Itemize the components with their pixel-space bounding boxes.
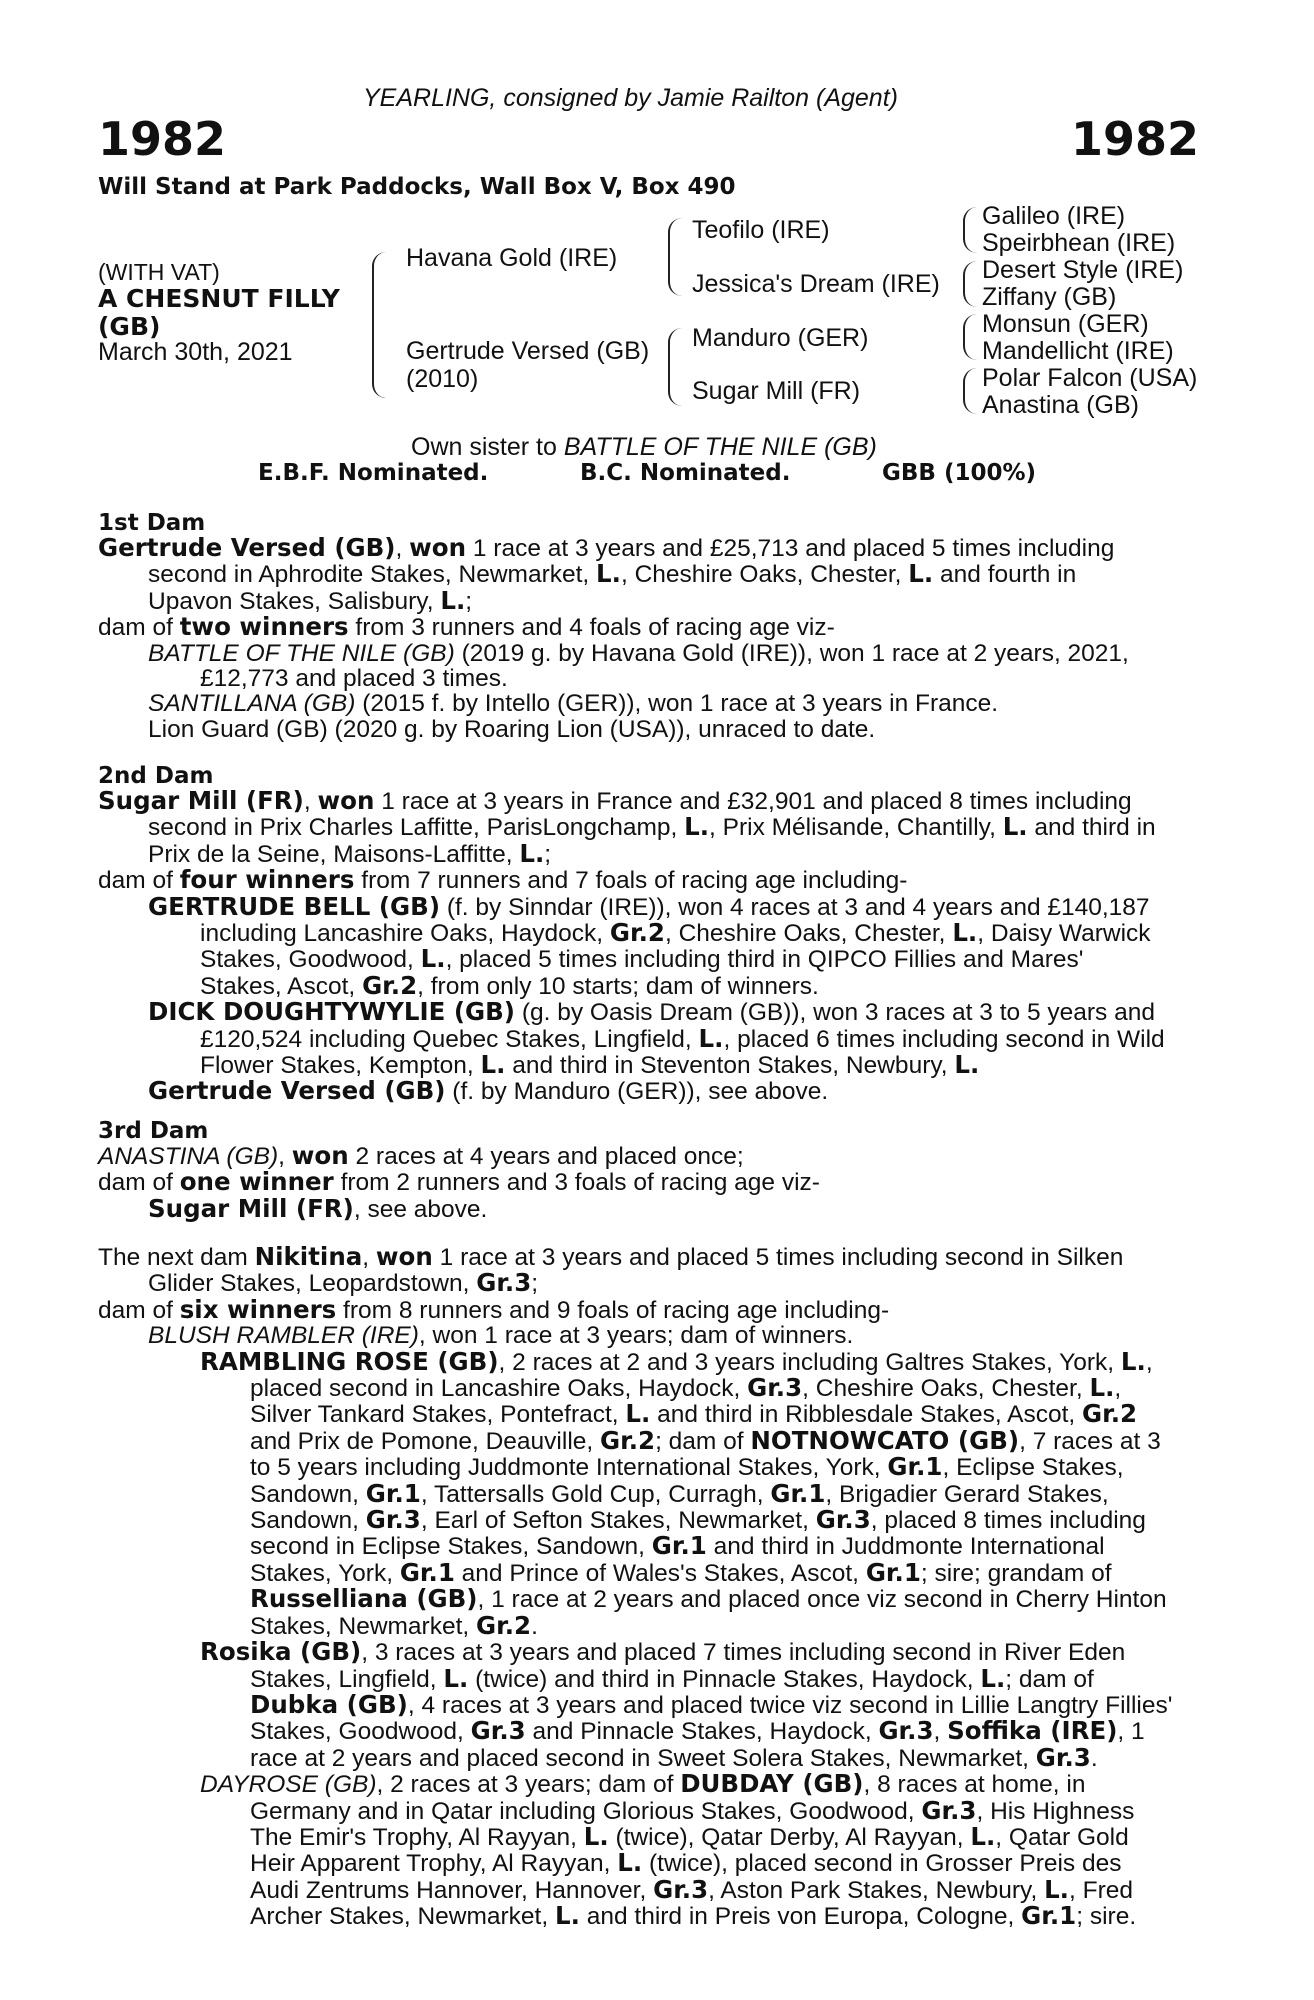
horse-name: A CHESNUT FILLY xyxy=(98,284,340,313)
text-run: (f. by Manduro (GER)), see above. xyxy=(445,1078,829,1106)
text-run: Soffika (IRE) xyxy=(947,1716,1118,1746)
text-run: DUBDAY (GB) xyxy=(680,1769,864,1799)
text-run: , Cheshire Oaks, Chester, xyxy=(802,1375,1090,1403)
text-run: ; sire. xyxy=(1076,1903,1137,1931)
text-run: SANTILLANA (GB) xyxy=(148,690,356,718)
next-dam-line xyxy=(98,1375,1206,1401)
second-dam-line xyxy=(98,838,1206,868)
text-run: L. xyxy=(596,559,621,589)
text-run: Sandown, xyxy=(250,1507,366,1535)
text-run: race at 2 years and placed second in Sweet Solera Stakes, Newmarket, xyxy=(250,1744,1036,1772)
text-run: , 1 race at 2 years and placed once viz second in Cherry Hinton xyxy=(477,1586,1167,1614)
text-run: DICK DOUGHTYWYLIE (GB) xyxy=(148,997,516,1027)
text-run: , 2 races at 2 and 3 years including Galtres Stakes, York, xyxy=(498,1348,1121,1376)
text-run: second in Eclipse Stakes, Sandown, xyxy=(250,1533,652,1561)
text-run: and third in Juddmonte International xyxy=(706,1533,1105,1561)
text-run: Gr.1 xyxy=(770,1478,826,1508)
text-run: L. xyxy=(554,1901,580,1931)
text-run: Sugar Mill (FR) xyxy=(148,1193,354,1223)
text-run: Gr.1 xyxy=(1021,1901,1077,1931)
text-run: , placed 5 times including third in QIPCO Fillies and Mares' xyxy=(445,946,1084,974)
next-dam-line xyxy=(98,1294,1206,1324)
text-run: Flower Stakes, Kempton, xyxy=(200,1052,481,1080)
text-run: Gr.1 xyxy=(865,1557,921,1587)
text-run: Dubka (GB) xyxy=(250,1689,408,1719)
vat-note: (WITH VAT) xyxy=(98,259,220,285)
text-run: L. xyxy=(443,1663,469,1693)
text-run: BATTLE OF THE NILE (GB) xyxy=(148,639,455,667)
text-run: ; xyxy=(531,1270,539,1298)
text-run: , 7 races at 3 xyxy=(1019,1427,1161,1455)
text-run: Gertrude Versed (GB) xyxy=(148,1076,446,1106)
ggp-8: Anastina (GB) xyxy=(982,391,1140,419)
next-dam-line xyxy=(98,1507,1206,1533)
ggp-brace-2 xyxy=(963,261,979,307)
text-run: dam of xyxy=(98,1296,180,1324)
text-run: one winner xyxy=(179,1167,334,1197)
text-run: L. xyxy=(698,1023,724,1053)
stand-location: Will Stand at Park Paddocks, Wall Box V, Box 490 xyxy=(98,174,736,200)
text-run: , Earl of Sefton Stakes, Newmarket, xyxy=(420,1507,816,1535)
second-dam-line xyxy=(98,1078,1206,1104)
first-dam-heading: 1st Dam xyxy=(98,510,206,536)
text-run: Gr.3 xyxy=(653,1874,709,1904)
text-run: and Pinnacle Stakes, Haydock, xyxy=(525,1718,879,1746)
text-run: ; dam of xyxy=(655,1427,751,1455)
text-run: Gertrude Versed (GB) xyxy=(98,533,396,562)
ggp-brace-4 xyxy=(963,368,979,414)
text-run: L. xyxy=(1002,812,1028,842)
text-run: Nikitina xyxy=(254,1242,363,1271)
text-run: Silver Tankard Stakes, Pontefract, xyxy=(250,1401,626,1429)
text-run: , Cheshire Oaks, Chester, xyxy=(620,561,909,589)
dam-sire: Manduro (GER) xyxy=(692,324,869,352)
next-dam-line xyxy=(98,1401,1206,1427)
text-run: Gr.2 xyxy=(600,1425,656,1455)
second-dam-heading: 2nd Dam xyxy=(98,763,214,789)
first-dam-line xyxy=(98,691,1206,716)
next-dam-line xyxy=(98,1639,1206,1665)
text-run: to 5 years including Juddmonte International Stakes, York, xyxy=(250,1454,888,1482)
text-run: four winners xyxy=(179,865,355,895)
next-dam-line xyxy=(98,1454,1206,1480)
text-run: . xyxy=(1090,1744,1098,1772)
text-run: Gr.3 xyxy=(878,1716,934,1746)
text-run: won xyxy=(375,1242,433,1271)
text-run: ; xyxy=(465,587,473,615)
next-dam-text xyxy=(98,1244,1206,1930)
foaling-date: March 30th, 2021 xyxy=(98,338,293,366)
text-run: L. xyxy=(1044,1874,1069,1904)
text-run: , Brigadier Gerard Stakes, xyxy=(825,1480,1109,1508)
dam-year: (2010) xyxy=(406,365,479,393)
text-run: , 3 races at 3 years and placed 7 times including second in River Eden xyxy=(361,1639,1126,1667)
text-run: from 3 runners and 4 foals of racing age viz- xyxy=(348,614,835,642)
text-run: Gr.3 xyxy=(921,1795,977,1825)
first-dam-line xyxy=(98,614,1206,640)
text-run: 1 race at 3 years and £25,713 and placed 5 times including xyxy=(466,535,1115,562)
dam: Gertrude Versed (GB) xyxy=(406,337,650,365)
text-run: 1 race at 3 years and placed 5 times including second in Silken xyxy=(432,1244,1124,1271)
text-run: won xyxy=(291,1141,349,1170)
next-dam-line xyxy=(98,1718,1206,1744)
text-run: Stakes, Lingfield, xyxy=(250,1665,444,1693)
text-run: L. xyxy=(980,1663,1006,1693)
third-dam-text xyxy=(98,1143,1206,1222)
text-run: L. xyxy=(1089,1373,1115,1403)
dam-brace xyxy=(668,328,684,406)
text-run: , 8 races at home, in xyxy=(863,1771,1086,1799)
text-run: and third in xyxy=(1027,814,1156,842)
third-dam-line xyxy=(98,1143,1206,1169)
next-dam-line xyxy=(98,1586,1206,1612)
text-run: , placed 8 times including xyxy=(870,1507,1146,1535)
next-dam-line xyxy=(98,1610,1206,1640)
text-run: L. xyxy=(908,559,934,589)
next-dam-line xyxy=(98,1771,1206,1797)
second-dam-line xyxy=(98,788,1206,814)
text-run: Heir Apparent Trophy, Al Rayyan, xyxy=(250,1850,618,1878)
next-dam-line xyxy=(98,1795,1206,1825)
text-run: Stakes, York, xyxy=(250,1559,400,1587)
lot-number-left: 1982 xyxy=(98,112,227,166)
text-run: , xyxy=(303,788,318,815)
text-run: Stakes, Goodwood, xyxy=(200,946,421,974)
sire-dam: Jessica's Dream (IRE) xyxy=(692,270,940,298)
text-run: , xyxy=(1114,1375,1122,1403)
text-run: (2015 f. by Intello (GER)), won 1 race at 3 years in France. xyxy=(355,690,999,718)
second-dam-text xyxy=(98,788,1206,1105)
text-run: Gr.1 xyxy=(887,1452,943,1482)
first-dam-line xyxy=(98,666,1206,691)
ggp-3: Desert Style (IRE) xyxy=(982,256,1184,284)
text-run: £12,773 and placed 3 times. xyxy=(200,665,508,693)
text-run: Gr.2 xyxy=(362,970,418,1000)
next-dam-line xyxy=(98,1323,1206,1348)
text-run: Stakes, Goodwood, xyxy=(250,1718,471,1746)
text-run: ; dam of xyxy=(1005,1665,1094,1693)
text-run: (twice), placed second in Grosser Preis des xyxy=(642,1850,1122,1878)
bc-nominated: B.C. Nominated. xyxy=(580,460,791,486)
text-run: BLUSH RAMBLER (IRE) xyxy=(148,1322,419,1350)
text-run: , His Highness xyxy=(976,1797,1135,1825)
text-run: L. xyxy=(440,585,466,615)
next-dam-line xyxy=(98,1478,1206,1508)
text-run: , see above. xyxy=(353,1195,488,1223)
text-run: , 1 xyxy=(1117,1718,1145,1746)
text-run: Sugar Mill (FR) xyxy=(98,786,304,815)
text-run: from 7 runners and 7 foals of racing age including- xyxy=(354,867,908,895)
text-run: Audi Zentrums Hannover, Hannover, xyxy=(250,1876,654,1904)
text-run: BATTLE OF THE NILE (GB) xyxy=(563,433,877,461)
text-run: Gr.1 xyxy=(399,1557,455,1587)
text-run: Gr.3 xyxy=(365,1505,421,1535)
text-run: L. xyxy=(583,1821,609,1851)
text-run: L. xyxy=(519,838,545,868)
text-run: Glider Stakes, Leopardstown, xyxy=(148,1270,477,1298)
text-run: second in Aphrodite Stakes, Newmarket, xyxy=(148,561,597,589)
text-run: Stakes, Ascot, xyxy=(200,972,363,1000)
text-run: , 4 races at 3 years and placed twice viz second in Lillie Langtry Fillies' xyxy=(407,1691,1173,1719)
text-run: from 2 runners and 3 foals of racing age viz- xyxy=(333,1169,820,1197)
text-run: won xyxy=(409,533,467,562)
text-run: two winners xyxy=(179,612,349,642)
second-dam-line xyxy=(98,999,1206,1025)
text-run: including Lancashire Oaks, Haydock, xyxy=(200,920,610,948)
text-run: L. xyxy=(625,1399,651,1429)
next-dam-line xyxy=(98,1874,1206,1904)
first-dam-line xyxy=(98,535,1206,561)
text-run: (twice), Qatar Derby, Al Rayyan, xyxy=(608,1823,971,1851)
text-run: won xyxy=(317,786,375,815)
text-run: , won 1 race at 3 years; dam of winners. xyxy=(418,1322,854,1350)
next-dam-line xyxy=(98,1663,1206,1693)
text-run: NOTNOWCATO (GB) xyxy=(750,1425,1020,1455)
text-run: L. xyxy=(480,1050,506,1080)
text-run: , Aston Park Stakes, Newbury, xyxy=(708,1876,1045,1904)
ebf-nominated: E.B.F. Nominated. xyxy=(258,460,489,486)
second-dam-line xyxy=(98,867,1206,893)
text-run: Prix de la Seine, Maisons-Laffitte, xyxy=(148,840,520,868)
text-run: 1 race at 3 years in France and £32,901 and placed 8 times including xyxy=(374,788,1132,815)
third-dam-line xyxy=(98,1193,1206,1223)
text-run: L. xyxy=(954,1050,980,1080)
text-run: Sandown, xyxy=(250,1480,366,1508)
text-run: Gr.3 xyxy=(815,1505,871,1535)
ggp-brace-3 xyxy=(963,314,979,360)
sire: Havana Gold (IRE) xyxy=(406,244,618,272)
text-run: Gr.1 xyxy=(365,1478,421,1508)
dam-dam: Sugar Mill (FR) xyxy=(692,377,861,405)
ggp-1: Galileo (IRE) xyxy=(982,202,1126,230)
text-run: , xyxy=(1145,1348,1153,1376)
horse-name-country: (GB) xyxy=(98,312,161,341)
sire-sire: Teofilo (IRE) xyxy=(692,216,830,244)
text-run: dam of xyxy=(98,1169,180,1197)
text-run: Rosika (GB) xyxy=(200,1637,362,1667)
text-run: Upavon Stakes, Salisbury, xyxy=(148,587,441,615)
text-run: , xyxy=(395,535,410,562)
text-run: L. xyxy=(1120,1346,1146,1376)
third-dam-line xyxy=(98,1169,1206,1195)
text-run: dam of xyxy=(98,614,180,642)
text-run: ; xyxy=(544,840,552,868)
text-run: The next dam xyxy=(98,1244,255,1271)
text-run: ANASTINA (GB) xyxy=(98,1143,279,1170)
text-run: (f. by Sinndar (IRE)), won 4 races at 3 and 4 years and £140,187 xyxy=(440,893,1150,921)
text-run: , Fred xyxy=(1068,1876,1133,1904)
text-run: Germany and in Qatar including Glorious Stakes, Goodwood, xyxy=(250,1797,922,1825)
text-run: from 8 runners and 9 foals of racing age including- xyxy=(336,1296,890,1324)
ggp-7: Polar Falcon (USA) xyxy=(982,364,1198,392)
text-run: Gr.3 xyxy=(1035,1742,1091,1772)
first-dam-line xyxy=(98,585,1206,615)
text-run: L. xyxy=(952,918,978,948)
ggp-brace-1 xyxy=(963,207,979,253)
text-run: , xyxy=(362,1244,376,1271)
text-run: and fourth in xyxy=(933,561,1077,589)
next-dam-line xyxy=(98,1346,1206,1376)
ggp-6: Mandellicht (IRE) xyxy=(982,337,1174,365)
text-run: , from only 10 starts; dam of winners. xyxy=(417,972,819,1000)
own-sister-note xyxy=(411,433,877,462)
next-dam-line xyxy=(98,1742,1206,1772)
text-run: GERTRUDE BELL (GB) xyxy=(148,891,441,921)
text-run: six winners xyxy=(179,1294,337,1324)
text-run: Gr.2 xyxy=(609,918,665,948)
next-dam-line xyxy=(98,1903,1206,1929)
next-dam-line xyxy=(98,1244,1206,1270)
text-run: and Prince of Wales's Stakes, Ascot, xyxy=(454,1559,866,1587)
first-dam-line xyxy=(98,717,1206,742)
next-dam-line xyxy=(98,1821,1206,1851)
text-run: and Prix de Pomone, Deauville, xyxy=(250,1427,600,1455)
text-run: DAYROSE (GB) xyxy=(200,1771,377,1799)
second-dam-line xyxy=(98,814,1206,840)
second-dam-line xyxy=(98,891,1206,921)
text-run: , Eclipse Stakes, xyxy=(942,1454,1124,1482)
second-dam-line xyxy=(98,970,1206,1000)
text-run: and third in Steventon Stakes, Newbury, xyxy=(505,1052,955,1080)
text-run: Gr.3 xyxy=(747,1373,803,1403)
text-run: placed second in Lancashire Oaks, Haydock, xyxy=(250,1375,748,1403)
text-run: Gr.3 xyxy=(470,1716,526,1746)
text-run: Gr.3 xyxy=(476,1268,532,1298)
next-dam-line xyxy=(98,1270,1206,1296)
third-dam-heading: 3rd Dam xyxy=(98,1118,209,1144)
text-run: . xyxy=(531,1612,538,1640)
ggp-2: Speirbhean (IRE) xyxy=(982,229,1176,257)
text-run: Archer Stakes, Newmarket, xyxy=(250,1903,555,1931)
first-dam-line xyxy=(98,641,1206,666)
next-dam-line xyxy=(98,1689,1206,1719)
sire-brace xyxy=(668,218,684,296)
text-run: L. xyxy=(420,944,446,974)
first-dam-line xyxy=(98,561,1206,587)
text-run: , placed 6 times including second in Wild xyxy=(723,1025,1165,1053)
second-dam-line xyxy=(98,920,1206,946)
text-run: Gr.1 xyxy=(651,1531,707,1561)
text-run: , Cheshire Oaks, Chester, xyxy=(664,920,953,948)
text-run: , 2 races at 3 years; dam of xyxy=(376,1771,681,1799)
gbb-rating: GBB (100%) xyxy=(882,460,1037,486)
text-run: L. xyxy=(617,1848,643,1878)
text-run: , Prix Mélisande, Chantilly, xyxy=(709,814,1003,842)
next-dam-line xyxy=(98,1425,1206,1455)
text-run: Gr.2 xyxy=(1082,1399,1138,1429)
text-run: (g. by Oasis Dream (GB)), won 3 races at 3 to 5 years and xyxy=(515,999,1155,1027)
text-run: second in Prix Charles Laffitte, ParisLongchamp, xyxy=(148,814,685,842)
second-dam-line xyxy=(98,1023,1206,1053)
text-run: Stakes, Newmarket, xyxy=(250,1612,477,1640)
pedigree-brace xyxy=(372,252,388,398)
text-run: , Qatar Gold xyxy=(995,1823,1129,1851)
text-run: L. xyxy=(970,1821,996,1851)
text-run: ; sire; grandam of xyxy=(920,1559,1112,1587)
text-run: , Tattersalls Gold Cup, Curragh, xyxy=(420,1480,771,1508)
text-run: , Daisy Warwick xyxy=(977,920,1151,948)
text-run: Gr.2 xyxy=(476,1610,532,1640)
next-dam-line xyxy=(98,1533,1206,1559)
text-run: Own sister to xyxy=(411,433,564,461)
lot-number-right: 1982 xyxy=(1070,112,1199,166)
text-run: Lion Guard (GB) (2020 g. by Roaring Lion (USA)), unraced to date. xyxy=(148,715,876,743)
next-dam-line xyxy=(98,1557,1206,1587)
text-run: , xyxy=(933,1718,948,1746)
text-run: and third in Ribblesdale Stakes, Ascot, xyxy=(650,1401,1083,1429)
text-run: dam of xyxy=(98,867,180,895)
second-dam-line xyxy=(98,1052,1206,1078)
text-run: £120,524 including Quebec Stakes, Lingfield, xyxy=(200,1025,699,1053)
text-run: The Emir's Trophy, Al Rayyan, xyxy=(250,1823,584,1851)
second-dam-line xyxy=(98,946,1206,972)
text-run: L. xyxy=(684,812,710,842)
consignor-line: YEARLING, consigned by Jamie Railton (Agent) xyxy=(363,84,898,112)
text-run: and third in Preis von Europa, Cologne, xyxy=(579,1903,1022,1931)
text-run: (twice) and third in Pinnacle Stakes, Haydock, xyxy=(468,1665,981,1693)
text-run: RAMBLING ROSE (GB) xyxy=(200,1346,499,1376)
first-dam-text xyxy=(98,535,1206,742)
text-run: (2019 g. by Havana Gold (IRE)), won 1 race at 2 years, 2021, xyxy=(454,639,1129,667)
next-dam-line xyxy=(98,1850,1206,1876)
text-run: Russelliana (GB) xyxy=(250,1584,478,1614)
text-run: , xyxy=(278,1143,292,1170)
ggp-4: Ziffany (GB) xyxy=(982,283,1117,311)
ggp-5: Monsun (GER) xyxy=(982,310,1149,338)
text-run: 2 races at 4 years and placed once; xyxy=(348,1143,744,1170)
